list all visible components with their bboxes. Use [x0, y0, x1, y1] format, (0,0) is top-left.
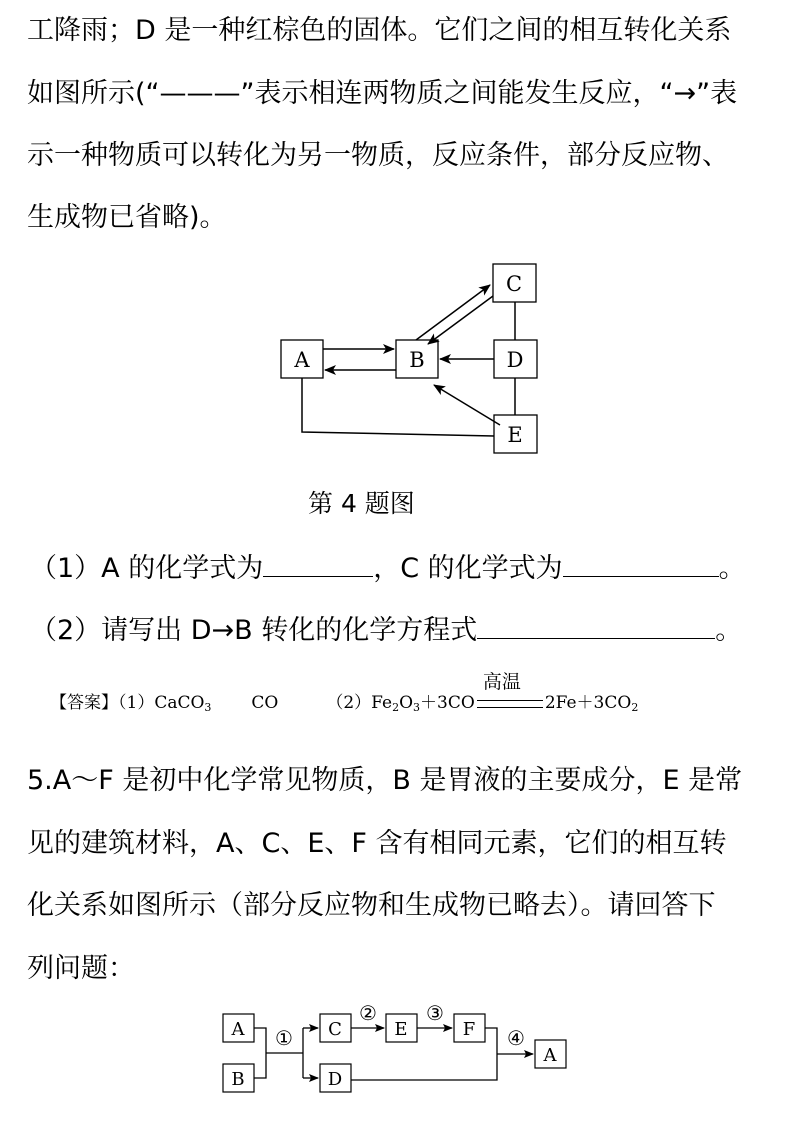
step-3: ③	[426, 1001, 444, 1025]
f5-label-a1: A	[231, 1019, 245, 1040]
reaction-condition	[475, 671, 545, 713]
node-label-c: C	[505, 272, 523, 296]
link-a-e	[302, 378, 494, 436]
answer-fe-sub: 2	[392, 701, 400, 714]
problem5-line-2: 见的建筑材料，A、C、E、F 含有相同元素，它们的相互转	[27, 828, 727, 859]
figure-4-diagram	[0, 0, 788, 470]
f5-label-b: B	[231, 1069, 245, 1090]
question-4-2	[30, 608, 742, 647]
answer-4	[50, 671, 639, 714]
q1-prompt-a: （1）A 的化学式为	[30, 553, 264, 584]
problem5-line-4: 列问题：	[27, 953, 135, 984]
f5-line-d-join	[351, 1054, 497, 1080]
node-label-e: E	[507, 423, 523, 447]
answer-o-sub: 3	[413, 701, 421, 714]
f5-label-e: E	[394, 1019, 408, 1040]
node-label-b: B	[409, 348, 425, 372]
paragraph-line-3: 示一种物质可以转化为另一物质，反应条件，部分反应物、	[27, 140, 729, 171]
step-2: ②	[359, 1001, 377, 1025]
arrow-c-to-b	[428, 296, 493, 344]
paragraph-line-4: 生成物已省略)。	[27, 202, 227, 233]
q1-end: 。	[718, 553, 746, 584]
answer-part1: （1）CaCO	[118, 693, 205, 713]
answer-co: CO	[251, 693, 279, 713]
answer-label: 【答案】	[50, 693, 118, 713]
condition-label: 高温	[482, 671, 521, 693]
arrow-e-to-b	[434, 385, 500, 425]
step-4: ④	[507, 1026, 525, 1050]
paragraph-line-2: 如图所示(“———”表示相连两物质之间能发生反应，“→”表	[27, 78, 738, 109]
answer-blank-a[interactable]	[263, 552, 373, 577]
node-label-d: D	[506, 348, 524, 372]
f5-label-c: C	[328, 1019, 342, 1040]
answer-part2-end: 2Fe＋3CO	[544, 693, 632, 713]
f5-label-a2: A	[543, 1045, 557, 1066]
f5-line-f-join	[485, 1028, 497, 1054]
problem5-line-3: 化关系如图所示（部分反应物和生成物已略去）。请回答下	[27, 890, 716, 921]
answer-part1-sub: 3	[204, 701, 212, 714]
f5-label-d: D	[327, 1069, 343, 1090]
figure-5-diagram	[0, 1000, 788, 1145]
figure-4-caption: 第 4 题图	[308, 489, 415, 518]
arrow-b-to-c	[416, 285, 490, 340]
answer-blank-equation[interactable]	[477, 614, 715, 639]
answer-part2-prefix: （2）Fe	[326, 693, 393, 713]
question-4-1	[30, 546, 746, 585]
f5-bracket-left	[254, 1028, 266, 1078]
q2-prompt: （2）请写出 D→B 转化的化学方程式	[30, 615, 478, 646]
q2-end: 。	[715, 615, 743, 646]
node-label-a: A	[294, 348, 310, 372]
paragraph-line-1: 工降雨；D 是一种红棕色的固体。它们之间的相互转化关系	[27, 15, 732, 46]
answer-co2-sub: 2	[631, 701, 639, 714]
equals-sign	[477, 700, 543, 708]
answer-o: O	[399, 693, 414, 713]
q1-prompt-c: ，C 的化学式为	[373, 553, 563, 584]
answer-part2-mid: ＋3CO	[420, 693, 475, 713]
answer-blank-c[interactable]	[563, 552, 719, 577]
problem5-line-1: 5.A～F 是初中化学常见物质，B 是胃液的主要成分，E 是常	[27, 765, 743, 796]
f5-label-f: F	[462, 1019, 476, 1040]
step-1: ①	[275, 1026, 293, 1050]
